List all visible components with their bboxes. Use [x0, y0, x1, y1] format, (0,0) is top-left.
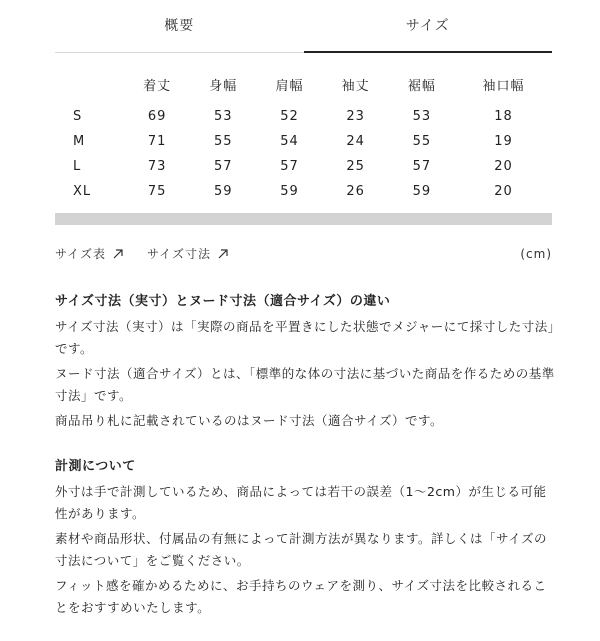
- table-row: [55, 104, 552, 129]
- table-cell: 26: [346, 184, 365, 199]
- section-paragraph: 外寸は手で計測しているため、商品によっては若干の誤差（1～2cm）が生じる可能性があります。: [55, 484, 547, 521]
- table-cell: 59: [214, 184, 233, 199]
- table-header-cell: 袖口幅: [482, 78, 525, 94]
- table-cell: 71: [147, 134, 167, 149]
- table-cell: 69: [147, 109, 167, 124]
- table-horizontal-scrollbar[interactable]: [55, 213, 552, 225]
- table-header-cell: 身幅: [209, 78, 238, 94]
- table-cell: 59: [412, 184, 432, 199]
- size-difference-section: [55, 292, 555, 435]
- table-cell: 24: [346, 134, 365, 149]
- table-cell: 53: [412, 109, 432, 124]
- size-label: S: [73, 109, 83, 124]
- table-cell: 57: [214, 159, 233, 174]
- arrow-up-right-icon: [217, 248, 229, 260]
- size-label: L: [73, 159, 82, 174]
- table-header-cell: 裾幅: [407, 78, 436, 94]
- section-paragraph: サイズ寸法（実寸）は「実際の商品を平置きにした状態でメジャーにて採寸した寸法」です。: [55, 319, 555, 356]
- table-cell: 19: [494, 134, 513, 149]
- section-paragraph: フィット感を確かめるために、お手持ちのウェアを測り、サイズ寸法を比較されることをおすすめいたします。: [55, 578, 547, 615]
- section-title: サイズ寸法（実寸）とヌード寸法（適合サイズ）の違い: [55, 294, 391, 309]
- table-cell: 25: [346, 159, 365, 174]
- table-cell: 57: [412, 159, 432, 174]
- table-cell: 53: [214, 109, 233, 124]
- table-cell: 23: [346, 109, 365, 124]
- table-cell: 75: [147, 184, 167, 199]
- table-header-cell: 袖丈: [341, 78, 370, 94]
- table-cell: 20: [494, 184, 513, 199]
- size-measure-link-label: サイズ寸法: [147, 247, 212, 261]
- table-row: [55, 129, 552, 154]
- size-measure-link[interactable]: [147, 245, 229, 262]
- table-row: [55, 179, 552, 204]
- table-cell: 55: [412, 134, 432, 149]
- size-chart-link-label: サイズ表: [55, 247, 107, 261]
- arrow-up-right-icon: [112, 248, 124, 260]
- tab-size[interactable]: サイズ: [304, 0, 553, 52]
- size-links-row: [55, 245, 552, 265]
- table-cell: 20: [494, 159, 513, 174]
- measurement-section: [55, 457, 555, 622]
- section-paragraph: 素材や商品形状、付属品の有無によって計測方法が異なります。詳しくは「サイズの寸法について」をご覧ください。: [55, 531, 548, 568]
- tab-overview[interactable]: 概要: [164, 18, 195, 34]
- unit-label: (cm): [520, 247, 552, 261]
- table-cell: 73: [147, 159, 167, 174]
- size-table: [55, 64, 552, 204]
- section-paragraph: ヌード寸法（適合サイズ）とは、「標準的な体の寸法に基づいた商品を作るための基準寸法」です。: [55, 366, 555, 403]
- table-cell: 57: [280, 159, 299, 174]
- table-row: [55, 154, 552, 179]
- size-label: M: [73, 134, 86, 149]
- table-cell: 55: [214, 134, 233, 149]
- size-chart-link[interactable]: [55, 245, 124, 262]
- table-header-cell: [55, 64, 124, 104]
- table-cell: 52: [280, 109, 299, 124]
- section-paragraph: 商品吊り札に記載されているのはヌード寸法（適合サイズ）です。: [55, 413, 444, 428]
- tab-bar: [55, 0, 552, 53]
- table-header-cell: 着丈: [143, 78, 172, 94]
- table-header-cell: 肩幅: [275, 78, 304, 94]
- table-cell: 18: [494, 109, 513, 124]
- table-cell: 59: [280, 184, 299, 199]
- table-cell: 54: [280, 134, 299, 149]
- section-title: 計測について: [55, 459, 136, 474]
- size-label: XL: [73, 184, 92, 199]
- table-header-row: [55, 64, 552, 104]
